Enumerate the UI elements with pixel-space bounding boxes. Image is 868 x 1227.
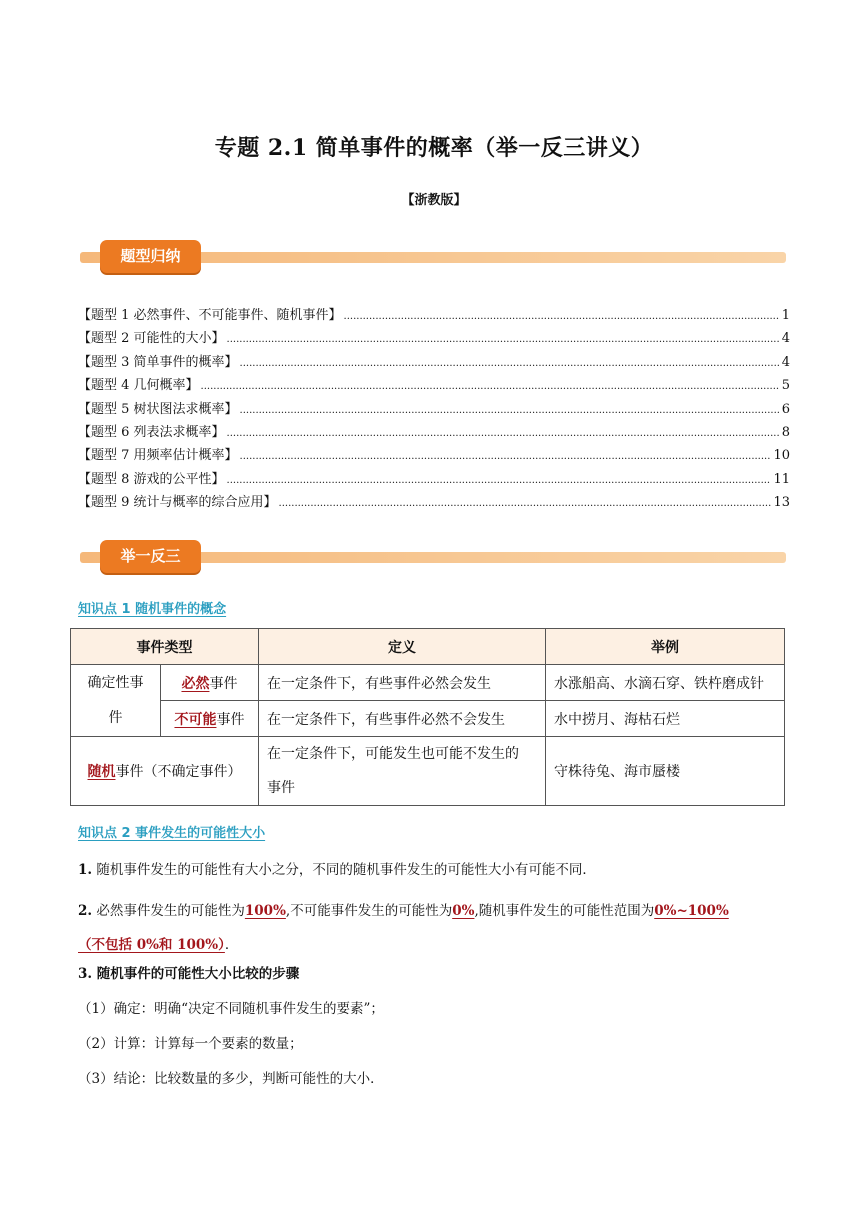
random-example: 守株待兔、海市蜃楼	[546, 737, 785, 806]
table-of-contents	[78, 304, 790, 515]
impossible-event-cell: 不可能事件	[160, 701, 258, 737]
step-1: （1）确定：明确“决定不同随机事件发生的要素”；	[78, 1001, 384, 1017]
certain-event-cell: 确定性事 件	[71, 665, 161, 737]
random-event-cell: 随机事件（不确定事件）	[71, 737, 259, 806]
sure-example: 水涨船高、水滴石穿、铁杵磨成针	[546, 665, 785, 701]
impossible-definition: 在一定条件下，有些事件必然不会发生	[259, 701, 546, 737]
toc-item[interactable]: 【题型 8 游戏的公平性】 ..... 11	[78, 468, 790, 491]
table-row	[71, 737, 785, 806]
table-header: 事件类型	[71, 629, 259, 665]
page-title: 专题 2.1 简单事件的概率（举一反三讲义）	[214, 135, 654, 161]
toc-item[interactable]: 【题型 5 树状图法求概率】 ..... 6	[78, 398, 790, 421]
step-3: （3）结论：比较数量的多少，判断可能性的大小．	[78, 1071, 384, 1087]
paragraph-1: 1. 随机事件发生的可能性有大小之分，不同的随机事件发生的可能性大小有可能不同．	[78, 862, 596, 878]
sure-event-cell: 必然事件	[160, 665, 258, 701]
banner-label: 举一反三	[100, 540, 201, 573]
toc-item[interactable]: 【题型 7 用频率估计概率】 ..... 10	[78, 444, 790, 467]
knowledge-point-2: 知识点 2 事件发生的可能性大小	[78, 826, 266, 841]
sure-definition: 在一定条件下，有些事件必然会发生	[259, 665, 546, 701]
section-banner-examples	[80, 540, 786, 576]
toc-item[interactable]: 【题型 9 统计与概率的综合应用】 ..... 13	[78, 491, 790, 514]
paragraph-3-heading: 3. 随机事件的可能性大小比较的步骤	[78, 966, 300, 982]
edition-label: 【浙教版】	[401, 193, 467, 208]
table-row	[71, 701, 785, 737]
table-header-row	[71, 629, 785, 665]
toc-item[interactable]: 【题型 6 列表法求概率】 ..... 8	[78, 421, 790, 444]
table-row	[71, 665, 785, 701]
knowledge-point-1: 知识点 1 随机事件的概念	[78, 602, 227, 617]
paragraph-2: 2. 必然事件发生的可能性为100%,不可能事件发生的可能性为0%,随机事件发生的可能性范围为0%~100% （不包括 0%和 100%）．	[78, 903, 729, 953]
event-type-table	[70, 628, 785, 806]
toc-item[interactable]: 【题型 3 简单事件的概率】 ..... 4	[78, 351, 790, 374]
banner-label: 题型归纳	[100, 240, 201, 273]
impossible-example: 水中捞月、海枯石烂	[546, 701, 785, 737]
table-header: 定义	[259, 629, 546, 665]
toc-item[interactable]: 【题型 1 必然事件、不可能事件、随机事件】 ..... 1	[78, 304, 790, 327]
toc-item[interactable]: 【题型 2 可能性的大小】 ..... 4	[78, 327, 790, 350]
toc-item[interactable]: 【题型 4 几何概率】 ..... 5	[78, 374, 790, 397]
table-header: 举例	[546, 629, 785, 665]
step-2: （2）计算：计算每一个要素的数量；	[78, 1036, 303, 1052]
random-definition: 在一定条件下，可能发生也可能不发生的 事件	[259, 737, 546, 806]
section-banner-question-types	[80, 240, 786, 276]
